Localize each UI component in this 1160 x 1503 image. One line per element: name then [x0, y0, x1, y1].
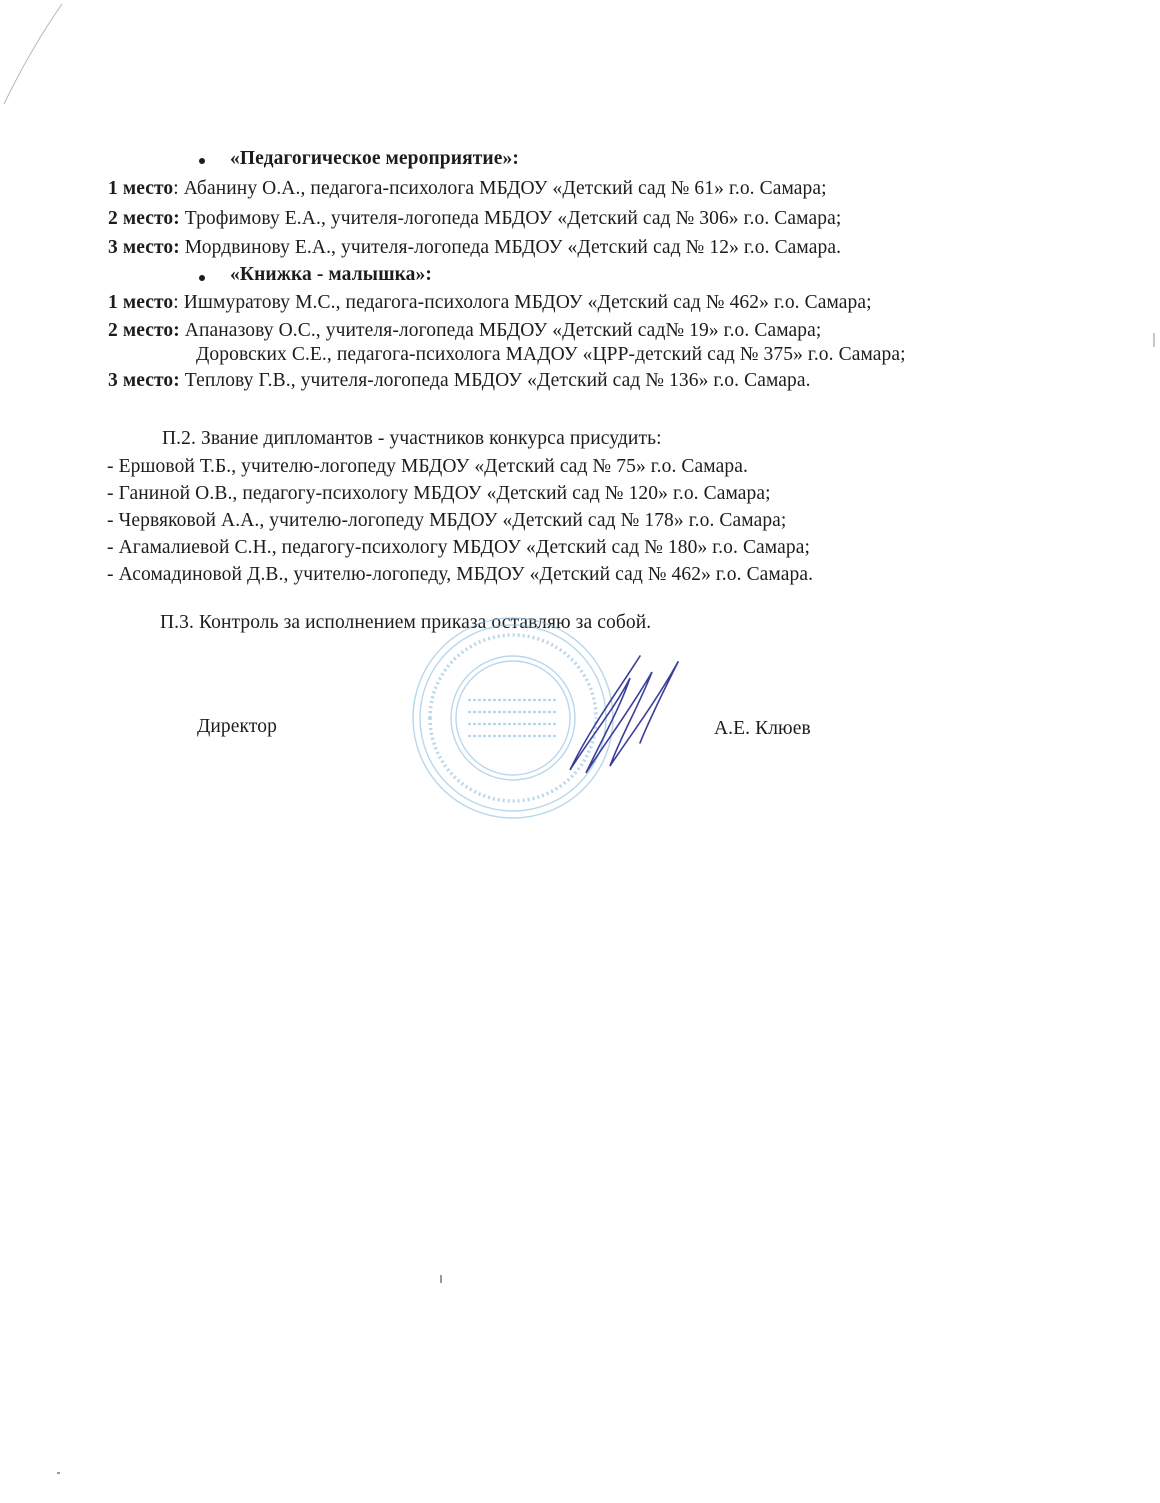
bullet-icon — [199, 275, 205, 281]
place-sep: : — [173, 178, 179, 199]
signer-name: А.Е. Клюев — [714, 718, 811, 739]
place-label: 2 место: — [108, 320, 180, 341]
place-label: 3 место: — [108, 237, 180, 258]
place-row — [108, 237, 841, 259]
signature-icon — [560, 648, 700, 778]
scan-speck — [57, 1472, 60, 1474]
place-label: 1 место — [108, 292, 174, 313]
place-text: Ишмуратову М.С., педагога-психолога МБДОУ «Детский сад № 462» г.о. Самара; — [178, 292, 872, 313]
scan-speck — [440, 1275, 442, 1283]
bullet-icon — [199, 158, 205, 164]
place-text: Трофимову Е.А., учителя-логопеда МБДОУ «Детский сад № 306» г.о. Самара; — [179, 208, 842, 229]
place-text: Теплову Г.В., учителя-логопеда МБДОУ «Детский сад № 136» г.о. Самара. — [179, 370, 811, 391]
place-row — [108, 292, 872, 314]
place-text: Апаназову О.С., учителя-логопеда МБДОУ «Детский сад№ 19» г.о. Самара; — [179, 320, 822, 341]
place-text: Абанину О.А., педагога-психолога МБДОУ «Детский сад № 61» г.о. Самара; — [178, 178, 827, 199]
list-item: - Червяковой А.А., учителю-логопеду МБДОУ «Детский сад № 178» г.о. Самара; — [107, 510, 787, 531]
category-title: «Книжка - малышка»: — [230, 264, 432, 285]
place-row — [108, 320, 821, 342]
place-row — [108, 208, 841, 230]
place-label: 1 место — [108, 178, 174, 199]
scan-edge-mark — [0, 0, 80, 110]
place-text: Доровских С.Е., педагога-психолога МАДОУ «ЦРР-детский сад № 375» г.о. Самара; — [196, 344, 906, 365]
place-row — [108, 178, 827, 200]
signer-position: Директор — [197, 716, 277, 737]
list-item: - Ганиной О.В., педагогу-психологу МБДОУ «Детский сад № 120» г.о. Самара; — [107, 483, 771, 504]
list-item: - Агамалиевой С.Н., педагогу-психологу МБДОУ «Детский сад № 180» г.о. Самара; — [107, 537, 810, 558]
place-text: Мордвинову Е.А., учителя-логопеда МБДОУ «Детский сад № 12» г.о. Самара. — [179, 237, 842, 258]
scan-speck — [1153, 333, 1155, 347]
place-sep: : — [173, 292, 179, 313]
list-item: - Ершовой Т.Б., учителю-логопеду МБДОУ «Детский сад № 75» г.о. Самара. — [107, 456, 748, 477]
category-title: «Педагогическое мероприятие»: — [230, 148, 519, 169]
place-label: 2 место: — [108, 208, 180, 229]
place-label: 3 место: — [108, 370, 180, 391]
list-item: - Асомадиновой Д.В., учителю-логопеду, МБДОУ «Детский сад № 462» г.о. Самара. — [107, 564, 814, 585]
section-3-text: П.3. Контроль за исполнением приказа оставляю за собой. — [160, 612, 652, 633]
place-row — [108, 370, 811, 392]
section-2-heading: П.2. Звание дипломантов - участников конкурса присудить: — [162, 428, 662, 449]
place-row-continued — [196, 344, 906, 366]
